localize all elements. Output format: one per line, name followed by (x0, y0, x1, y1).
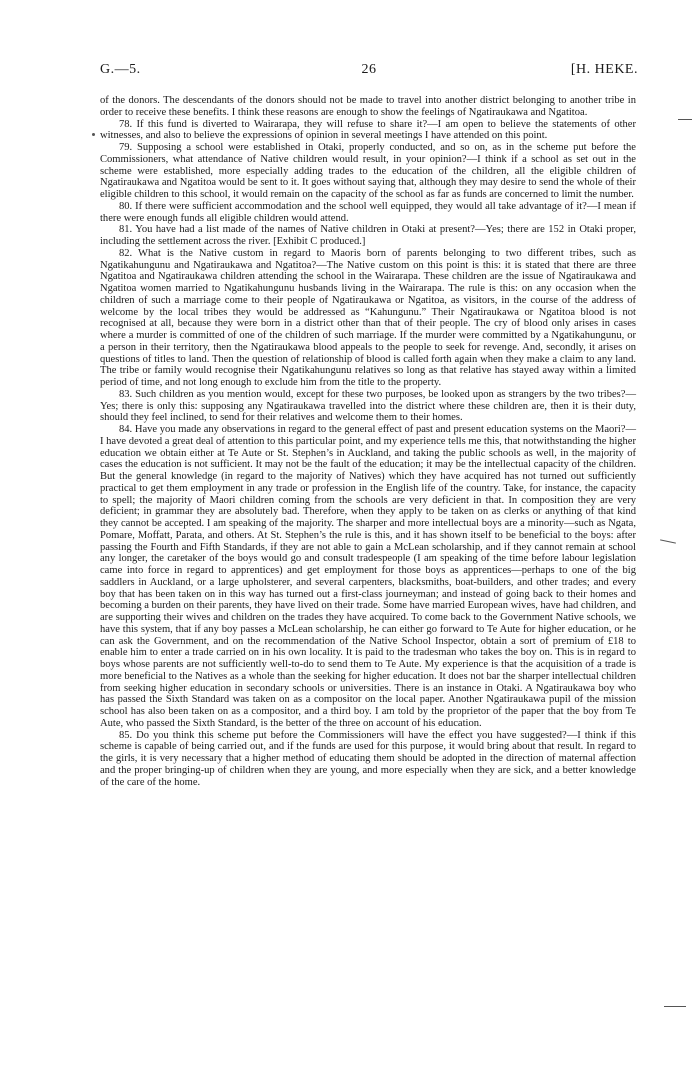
question-85: 85. Do you think this scheme put before the Commissioners will have the effect you have suggested?—I think if this scheme is capable of being carried out, and if the funds are used for this purpose, it would bring about that result. In regard to the girls, it is very necessary that a higher method of educating them should be adopted in the direction of maternal affection and the proper bringing-up of children when they are young, and more especially when they are sick, and a better knowledge of the care of the home. (100, 729, 636, 788)
question-83: 83. Such children as you mention would, except for these two purposes, be looked upon as strangers by the two tribes?—Yes; there is only this: supposing any Ngatiraukawa travelled into the district where these children are, then it is their duty, should they feel inclined, to send for their relatives and welcome them to their homes. (100, 388, 636, 424)
margin-mark-top-right (678, 119, 692, 120)
margin-mark-bottom-right (664, 1006, 686, 1007)
question-79: 79. Supposing a school were established in Otaki, properly conducted, and so on, as in the scheme put before the Commissioners, what attendance of Native children would result, in your opinion?—I think if a school as set out in the scheme were established, more especially adding trades to the education of the children, all the eligible children of Ngatiraukawa and Ngatitoa would be sent to it. It goes without saying that, although they may desire to send the whole of their eligible children to this school, it would remain on the capacity of the school as far as funds are concerned to limit the number. (100, 142, 636, 200)
witness-name: [H. HEKE. (570, 62, 638, 77)
paragraph-continuation: of the donors. The descendants of the donors should not be made to travel into another district belonging to another tribe in order to receive these benefits. I think these reasons are enough to show the feelings of Ngatiraukawa and Ngatitoa. (100, 95, 636, 118)
margin-mark-left (92, 133, 95, 136)
question-84: 84. Have you made any observations in regard to the general effect of past and present education systems on the Maori?—I have devoted a great deal of attention to this particular point, and my experience tells me this, that notwithstanding the higher education we obtain either at Te Aute or St. Stephen’s in Auckland, and taking the public schools as well, in the majority of cases the education is not sufficient. It may not be the fault of the education; it may be the intellectual capacity of the children. But the general knowledge (in regard to the majority of Natives) which they have acquired has not turned out sufficiently practical to get them employment in any trade or profession in the English life of the country. Take, for instance, the capacity to spell; the majority of Maori children coming from the schools are very deficient in that. In composition they are very deficient; in grammar they are absolutely bad. Therefore, when they apply to be taken on as clerks or anything of that kind they cannot be accepted. I am speaking of the majority. The sharper and more intellectual boys are a minority—such as Ngata, Pomare, Moffatt, Parata, and others. At St. Stephen’s the rule is this, and it has shown itself to be beneficial to the boys: after passing the Fourth and Fifth Standards, if they are not able to gain a McLean scholarship, and if they cannot remain at school any longer, the caretaker of the boys would go and consult tradespeople (I am speaking of the time before labour legislation came into force in regard to apprentices) and get employment for those boys as apprentices—perhaps to one of the big saddlers in Auckland, or a large upholsterer, and several carpenters, blacksmiths, boat-builders, and other trades; and every boy that has been taken on in this way has turned out a first-class journeyman; and instead of going back to their homes and becoming a burden on their parents, they have lived on their trade. Some have married European wives, have had children, and are supporting their wives and children on the trades they have acquired. To come back to the Government Native schools, we have this system, that if any boy passes a McLean scholarship, he can either go forward to Te Aute for higher education, or he can ask the Government, and on the recommendation of the Native School Inspector, obtain a sort of premium of £18 to enable him to enter a trade carried on in his own locality. It is paid to the tradesman who takes the boy on. This is in regard to boys whose parents are not sufficiently well-to-do to send them to Te Aute. My experience is that the acquisition of a trade is more beneficial to the Natives as a whole than the seeking for higher education. It does not bar the sharper intellectual children from seeking higher education in secondary schools or universities. There is an instance in Otaki. A Ngatiraukawa boy who has passed the Sixth Standard was taken on as a compositor on the local paper. Another Ngatiraukawa pupil of the mission school has also been taken on as a compositor, and a third boy. I am told by the proprietor of the paper that the boy from Te Aute, who passed the Sixth Standard, is the better of the three on account of his education. (100, 424, 636, 729)
question-81: 81. You have had a list made of the names of Native children in Otaki at present?—Yes; there are 152 in Otaki proper, including the settlement across the river. [Exhibit C produced.] (100, 224, 636, 247)
question-82: 82. What is the Native custom in regard to Maoris born of parents belonging to two different tribes, such as Ngatikahungunu and Ngatiraukawa and Ngatitoa?—The Native custom on this point is this: it is stated that there are three Ngatitoa and Ngatiraukawa children attending the school in the Wairarapa. These children are the issue of Ngatiraukawa and Ngatitoa women married to Ngatikahungunu husbands living in the Wairarapa. The rule is this: on any occasion when the children of such a marriage come to their people of Ngatiraukawa or Ngatitoa, as visitors, in the course of the address of welcome by the local tribes they would be addressed as “Kahungunu.” Their Ngatiraukawa or Ngatitoa blood is not recognised at all, because they were born in a district other than that of their people. The cry of blood only arises in cases where a murder is committed of one of the children of such marriage. If the murder were committed by a Ngatikahungunu, or a person in their territory, then the Ngatiraukawa blood appeals to the people to seek for revenge. And, secondly, it arises on questions of titles to land. Then the question of relationship of blood is called forth again when they make a claim to any land. The tribe or family would recognise their Ngatikahungunu relatives so long as that relative has stayed away within a limited period of time, and not long enough to exclude him from the title to the property. (100, 247, 636, 388)
body-text (100, 95, 636, 788)
question-78: 78. If this fund is diverted to Wairarapa, they will refuse to share it?—I am open to believe the statements of other witnesses, and also to believe the expressions of opinion in several meetings I have attended on this point. (100, 118, 636, 142)
page-header (100, 62, 638, 84)
margin-mark-mid-right (660, 539, 676, 543)
page-number: 26 (361, 62, 377, 77)
question-80: 80. If there were sufficient accommodation and the school well equipped, they would all take advantage of it?—I mean if there were enough funds all eligible children would attend. (100, 200, 636, 224)
paper-reference: G.—5. (100, 62, 141, 77)
